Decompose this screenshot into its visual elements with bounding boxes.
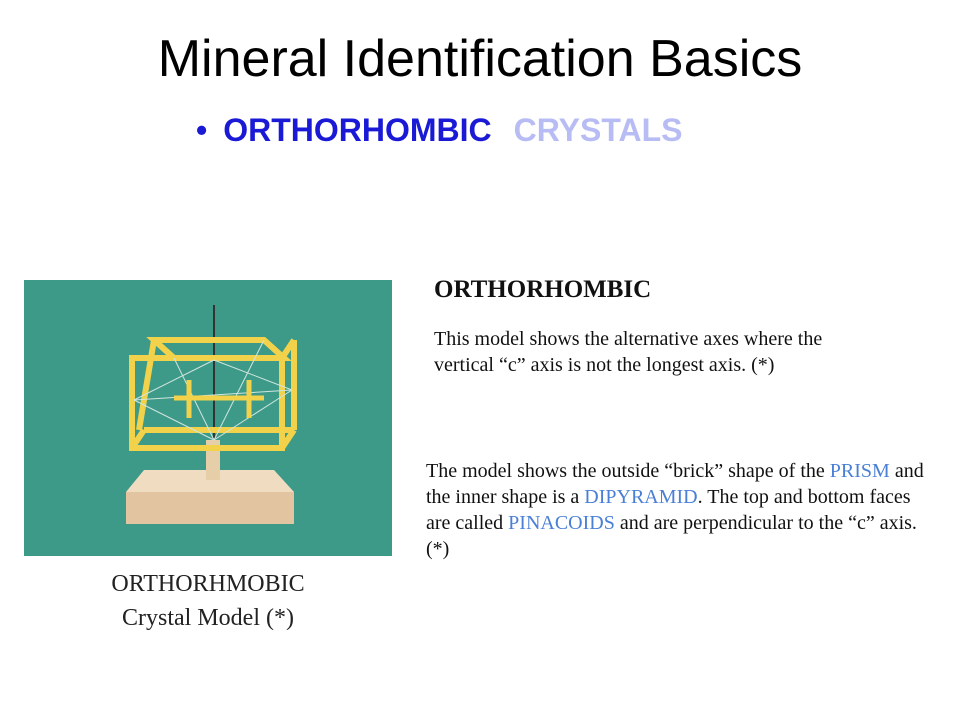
crystal-model-photo bbox=[24, 280, 392, 556]
para2-text-1: The model shows the outside “brick” shape of the bbox=[426, 460, 830, 482]
section-heading: ORTHORHOMBIC bbox=[434, 276, 652, 303]
caption-line-1: ORTHORHMOBIC bbox=[111, 571, 305, 597]
para2-text-3: . The top and bottom faces are called bbox=[426, 486, 911, 534]
term-prism: PRISM bbox=[829, 460, 890, 482]
photo-caption bbox=[24, 568, 392, 635]
base-front bbox=[126, 492, 294, 524]
subtitle-word-orthorhombic: ORTHORHOMBIC bbox=[223, 112, 492, 148]
bullet: • bbox=[196, 112, 208, 148]
term-pinacoids: PINACOIDS bbox=[508, 512, 615, 534]
slide-subtitle bbox=[196, 112, 683, 149]
subtitle-word-crystals: CRYSTALS bbox=[513, 112, 683, 148]
crystal-model-illustration bbox=[24, 280, 392, 556]
term-dipyramid: DIPYRAMID bbox=[584, 486, 698, 508]
paragraph-axes: This model shows the alternative axes where the vertical “c” axis is not the longest axis. (*) bbox=[434, 328, 823, 376]
para2-text-4: and are perpendicular to the “c” axis. (*) bbox=[426, 512, 917, 560]
para2-text-2: and the inner shape is a bbox=[426, 460, 924, 508]
slide-title: Mineral Identification Basics bbox=[157, 30, 803, 88]
caption-line-2: Crystal Model (*) bbox=[122, 604, 294, 631]
paragraph-shape bbox=[426, 458, 926, 562]
